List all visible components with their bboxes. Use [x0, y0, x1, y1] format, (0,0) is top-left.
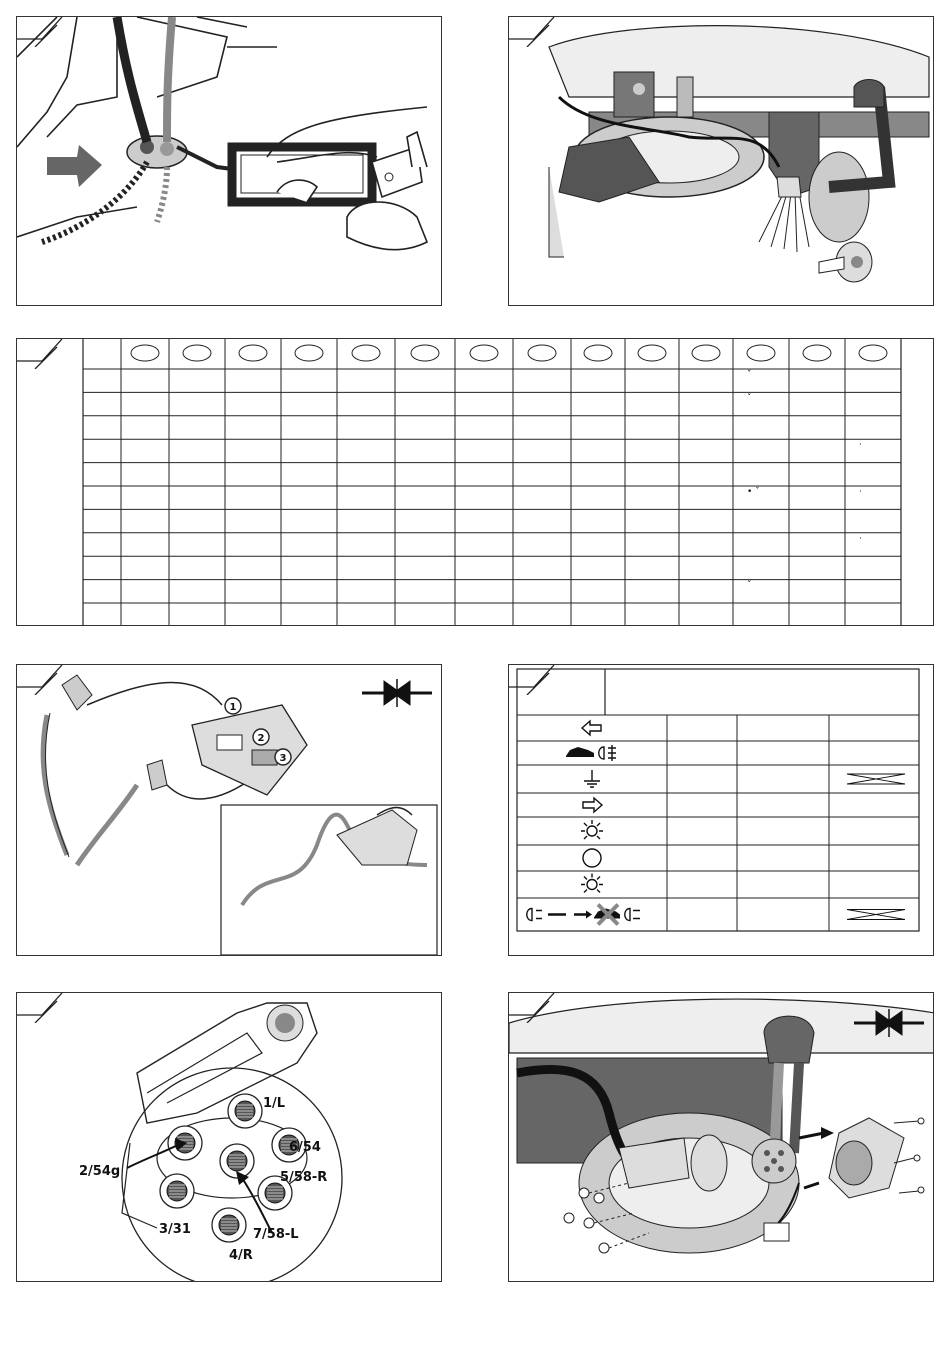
wiring-grid-table-panel	[16, 338, 934, 626]
pin-socket-p1	[228, 1094, 262, 1128]
corner-mark	[17, 993, 77, 1023]
function-table	[509, 665, 934, 956]
corner-mark	[17, 665, 77, 695]
grid-mark: • ˇ	[747, 487, 760, 497]
step-panel-mount-socket	[508, 992, 934, 1282]
grid-mark: ·	[859, 487, 862, 497]
function-table-panel	[508, 664, 934, 956]
column-header-oval	[638, 345, 666, 361]
corner-mark	[509, 665, 569, 695]
column-header-oval	[584, 345, 612, 361]
left-arrow-icon	[582, 721, 601, 735]
step-panel-test-lamp	[16, 16, 442, 306]
circuit-number-3: 3	[279, 753, 287, 764]
corner-mark	[17, 17, 77, 47]
lamp-icon	[581, 820, 603, 839]
column-header-oval	[803, 345, 831, 361]
wiring-grid-table	[17, 339, 934, 626]
circuit-number-2: 2	[257, 733, 265, 744]
ground-icon	[584, 770, 600, 787]
column-header-oval	[528, 345, 556, 361]
pin-socket-p3	[160, 1174, 194, 1208]
grid-mark: ·	[859, 533, 862, 544]
column-header-oval	[131, 345, 159, 361]
fog-light-car-icon	[566, 745, 616, 761]
corner-mark	[509, 17, 569, 47]
step-panel-socket-pins	[16, 992, 442, 1282]
pin-label-4: 4/R	[229, 1248, 253, 1263]
column-header-oval	[692, 345, 720, 361]
grid-mark: ˇ	[747, 393, 752, 404]
crossed-cell-mark	[847, 910, 905, 920]
lamp-icon	[581, 874, 603, 893]
column-header-oval	[411, 345, 439, 361]
column-header-oval	[183, 345, 211, 361]
circuit-number-1: 1	[229, 702, 237, 713]
circle-icon	[583, 849, 601, 867]
fog-light-disable-icon	[527, 905, 640, 925]
illustration-test-lamp	[17, 17, 442, 306]
corner-mark	[509, 993, 569, 1023]
crossed-cell-mark	[847, 774, 905, 784]
socket-pin-diagram	[17, 993, 442, 1282]
step-panel-terminal-block	[16, 664, 442, 956]
grid-mark: ·	[859, 440, 862, 451]
column-header-oval	[470, 345, 498, 361]
pin-label-6: 6/54	[289, 1140, 321, 1155]
corner-mark	[17, 339, 77, 369]
column-header-oval	[295, 345, 323, 361]
column-header-oval	[859, 345, 887, 361]
pin-label-3: 3/31	[159, 1222, 191, 1237]
column-header-oval	[239, 345, 267, 361]
illustration-route-harness	[509, 17, 934, 306]
grid-mark: ˇ	[747, 370, 752, 380]
column-header-oval	[352, 345, 380, 361]
pin-socket-p4	[212, 1208, 246, 1242]
pin-label-1: 1/L	[263, 1096, 286, 1111]
pin-label-2: 2/54g	[79, 1164, 121, 1179]
grid-mark: ˇ	[747, 580, 752, 591]
illustration-terminal-block	[17, 665, 442, 956]
column-header-oval	[747, 345, 775, 361]
illustration-mount-socket	[509, 993, 934, 1282]
pin-label-7: 7/58-L	[253, 1227, 299, 1242]
step-panel-route-harness	[508, 16, 934, 306]
right-arrow-icon	[583, 798, 602, 812]
crimp-tool-icon	[362, 679, 432, 707]
pin-label-5: 5/58-R	[280, 1170, 328, 1185]
